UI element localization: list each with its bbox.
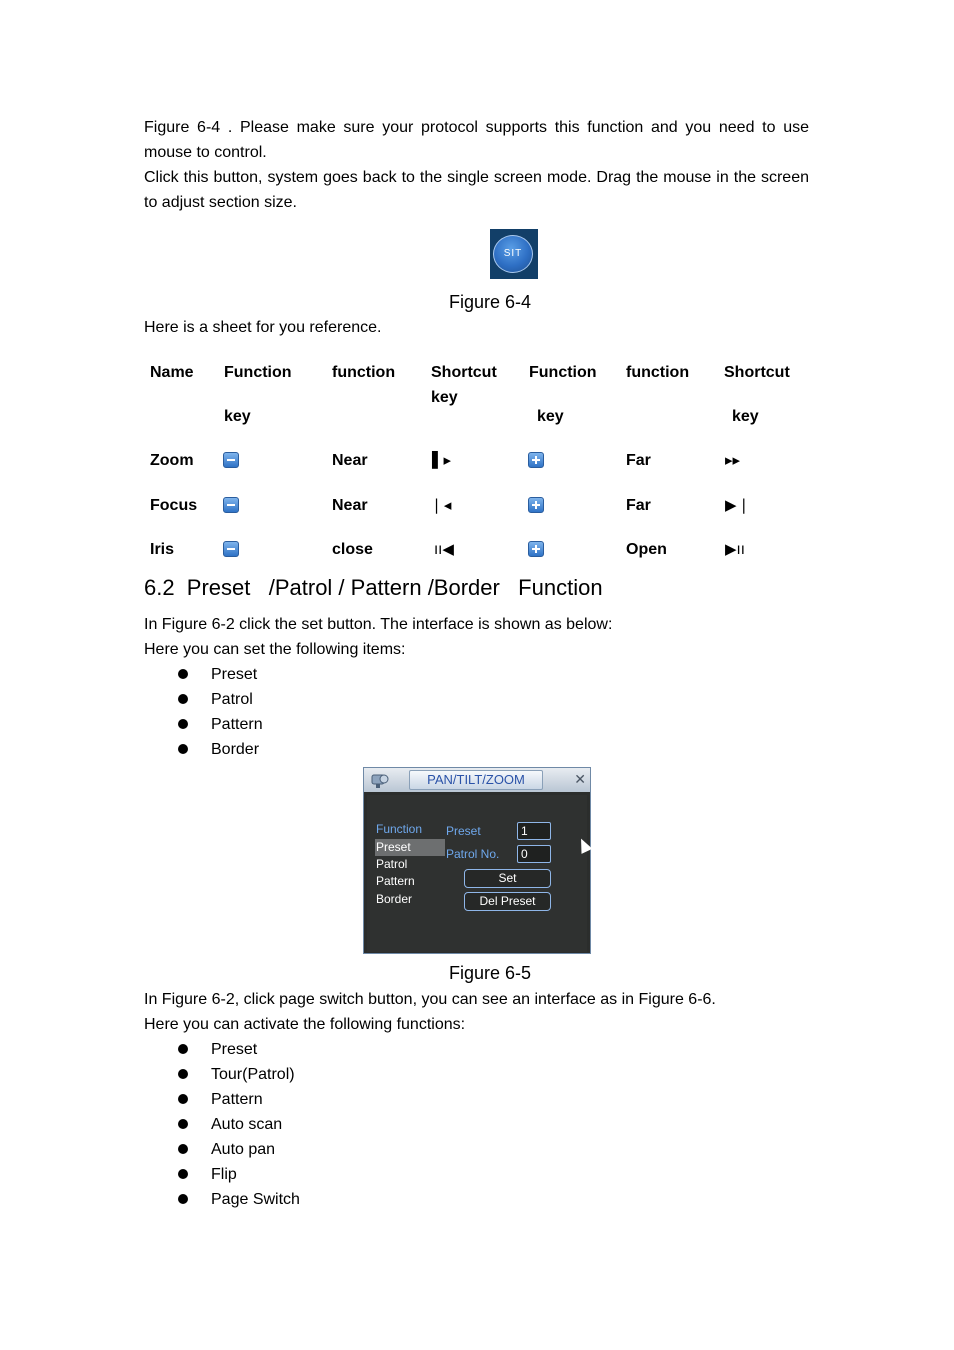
ptz-body <box>367 795 587 952</box>
minus-icon[interactable] <box>223 541 239 557</box>
section2-paragraph-1: In Figure 6-2, click page switch button, you can see an interface as in Figure 6-6. <box>144 991 716 1008</box>
plus-icon[interactable] <box>528 452 544 468</box>
ptz-menu-heading: Function <box>376 822 423 836</box>
sheet-intro: Here is a sheet for you reference. <box>144 319 382 336</box>
section-heading: 6.2 Preset /Patrol / Pattern /Border Function <box>144 575 603 600</box>
bullet-icon <box>178 1094 188 1104</box>
sit-button-figure <box>490 229 538 279</box>
list-item: Border <box>211 741 260 758</box>
row-zoom-func2: Far <box>626 452 651 469</box>
list-item: Patrol <box>211 691 253 708</box>
list-item: Preset <box>211 666 258 683</box>
figure-6-4-caption: Figure 6-4 <box>448 292 532 312</box>
bullet-icon <box>178 694 188 704</box>
row-focus-name: Focus <box>150 497 198 514</box>
figure-6-5-caption: Figure 6-5 <box>448 963 532 983</box>
mouse-cursor-icon <box>576 836 593 854</box>
bullet-icon <box>178 744 188 754</box>
list-item: Auto scan <box>211 1116 283 1133</box>
list-item: Pattern <box>211 1091 263 1108</box>
row-zoom-func1: Near <box>332 452 368 469</box>
ptz-menu-patrol[interactable]: Patrol <box>376 857 408 871</box>
list-item: Page Switch <box>211 1191 300 1208</box>
bullet-icon <box>178 1044 188 1054</box>
header-shortcut-1-key: key <box>431 389 458 406</box>
row-zoom-name: Zoom <box>150 452 194 469</box>
del-preset-button[interactable]: Del Preset <box>464 892 551 911</box>
section-paragraph-2: Here you can set the following items: <box>144 641 406 658</box>
ptz-title-bar[interactable] <box>364 768 590 792</box>
header-function-3-key: key <box>537 408 564 425</box>
focus-near-shortcut-icon: | ◂ <box>434 496 452 514</box>
section2-paragraph-2: Here you can activate the following functions: <box>144 1016 466 1033</box>
zoom-near-shortcut-icon: ▌▸ <box>432 451 452 469</box>
header-function-1-key: key <box>224 408 251 425</box>
set-button[interactable]: Set <box>464 869 551 888</box>
sit-button[interactable]: SIT <box>493 235 533 273</box>
plus-icon[interactable] <box>528 541 544 557</box>
list-item: Flip <box>211 1166 237 1183</box>
close-icon[interactable]: ✕ <box>574 771 586 787</box>
bullet-icon <box>178 719 188 729</box>
intro-paragraph-2: Click this button, system goes back to the single screen mode. Drag the mouse in the screen to adjust section size. <box>144 169 809 211</box>
ptz-menu-border[interactable]: Border <box>376 892 413 906</box>
header-shortcut-2-key: key <box>732 408 759 425</box>
ptz-logo-icon <box>370 771 390 789</box>
zoom-far-shortcut-icon: ▸▸ <box>725 451 741 469</box>
ptz-menu-pattern[interactable]: Pattern <box>376 874 415 888</box>
row-iris-name: Iris <box>150 541 175 558</box>
list-item: Pattern <box>211 716 263 733</box>
row-focus-func1: Near <box>332 497 368 514</box>
list-item: Auto pan <box>211 1141 276 1158</box>
bullet-icon <box>178 1119 188 1129</box>
iris-open-shortcut-icon: ▶ıı <box>725 540 745 558</box>
bullet-icon <box>178 1169 188 1179</box>
patrol-no-field[interactable]: 0 <box>517 845 551 863</box>
header-function-4: function <box>626 364 690 381</box>
row-iris-func1: close <box>332 541 373 558</box>
ptz-title: PAN/TILT/ZOOM <box>409 770 543 790</box>
ptz-dialog <box>363 767 591 954</box>
bullet-icon <box>178 1194 188 1204</box>
preset-label: Preset <box>446 824 481 838</box>
minus-icon[interactable] <box>223 497 239 513</box>
minus-icon[interactable] <box>223 452 239 468</box>
header-function-1: Function <box>224 364 292 381</box>
ptz-menu-preset[interactable]: Preset <box>376 840 411 854</box>
plus-icon[interactable] <box>528 497 544 513</box>
iris-close-shortcut-icon: ıı◀ <box>434 540 454 558</box>
section-paragraph-1: In Figure 6-2 click the set button. The interface is shown as below: <box>144 616 613 633</box>
list-item: Preset <box>211 1041 258 1058</box>
focus-far-shortcut-icon: ▶ | <box>725 496 747 514</box>
row-iris-func2: Open <box>626 541 667 558</box>
intro-paragraph-1: Figure 6-4 . Please make sure your protocol supports this function and you need to use mouse to control. <box>144 119 809 161</box>
header-shortcut-2: Shortcut <box>724 364 790 381</box>
bullet-icon <box>178 669 188 679</box>
header-function-2: function <box>332 364 396 381</box>
preset-field[interactable]: 1 <box>517 822 551 840</box>
bullet-icon <box>178 1069 188 1079</box>
bullet-icon <box>178 1144 188 1154</box>
patrol-no-label: Patrol No. <box>446 847 500 861</box>
header-function-3: Function <box>529 364 597 381</box>
header-name: Name <box>150 364 194 381</box>
row-focus-func2: Far <box>626 497 651 514</box>
header-shortcut-1: Shortcut <box>431 364 497 381</box>
list-item: Tour(Patrol) <box>211 1066 295 1083</box>
